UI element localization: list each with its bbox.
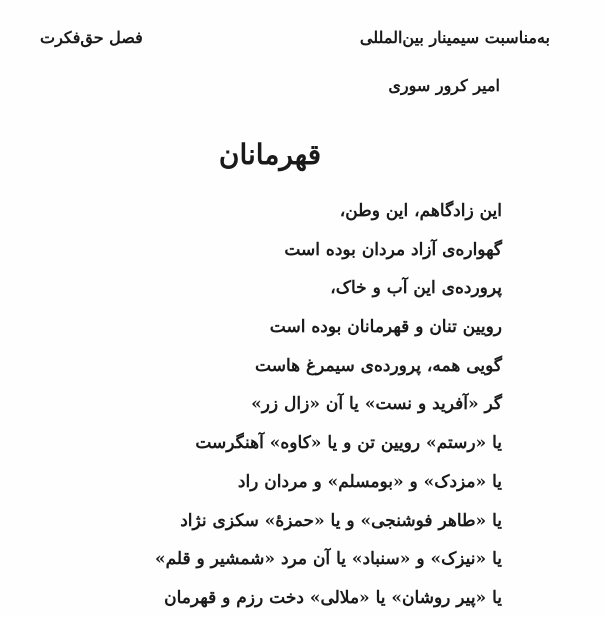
poem-line: گویی همه، پرورده‌ی سیمرغ هاست [255, 355, 502, 376]
poem-line: یا «پیر روشان» یا «ملالی» دخت رزم و قهرمان [164, 587, 502, 608]
poem-line: یا «نیزک» و «سنباد» یا آن مرد «شمشیر و قلم» [154, 549, 502, 570]
poem-line: گهواره‌ی آزاد مردان بوده است [284, 239, 502, 260]
poem-line: این زادگاهم، این وطن، [339, 201, 502, 221]
poem-author: امیر کرور سوری [388, 76, 500, 95]
header-magazine: فصل حق‌فکرت [40, 28, 143, 47]
poem-title: قهرمانان [218, 138, 322, 171]
poem-line: گر «آفرید و نست» یا آن «زال زر» [251, 394, 502, 415]
poem-line: یا «طاهر فوشنجی» و یا «حمزهٔ» سکزی نژاد [180, 510, 502, 531]
poem-line: پرورده‌ی این آب و خاک، [330, 278, 502, 299]
header-occasion: به‌مناسبت سیمینار بین‌المللی [359, 28, 550, 47]
poem-line: رویین تنان و قهرمانان بوده است [269, 317, 502, 338]
poem-line: یا «مزدک» و «بومسلم» و مردان راد [237, 471, 502, 492]
poem-body [155, 196, 502, 622]
poem-line: یا «رستم» رویین تن و یا «کاوه» آهنگرست [195, 433, 502, 454]
